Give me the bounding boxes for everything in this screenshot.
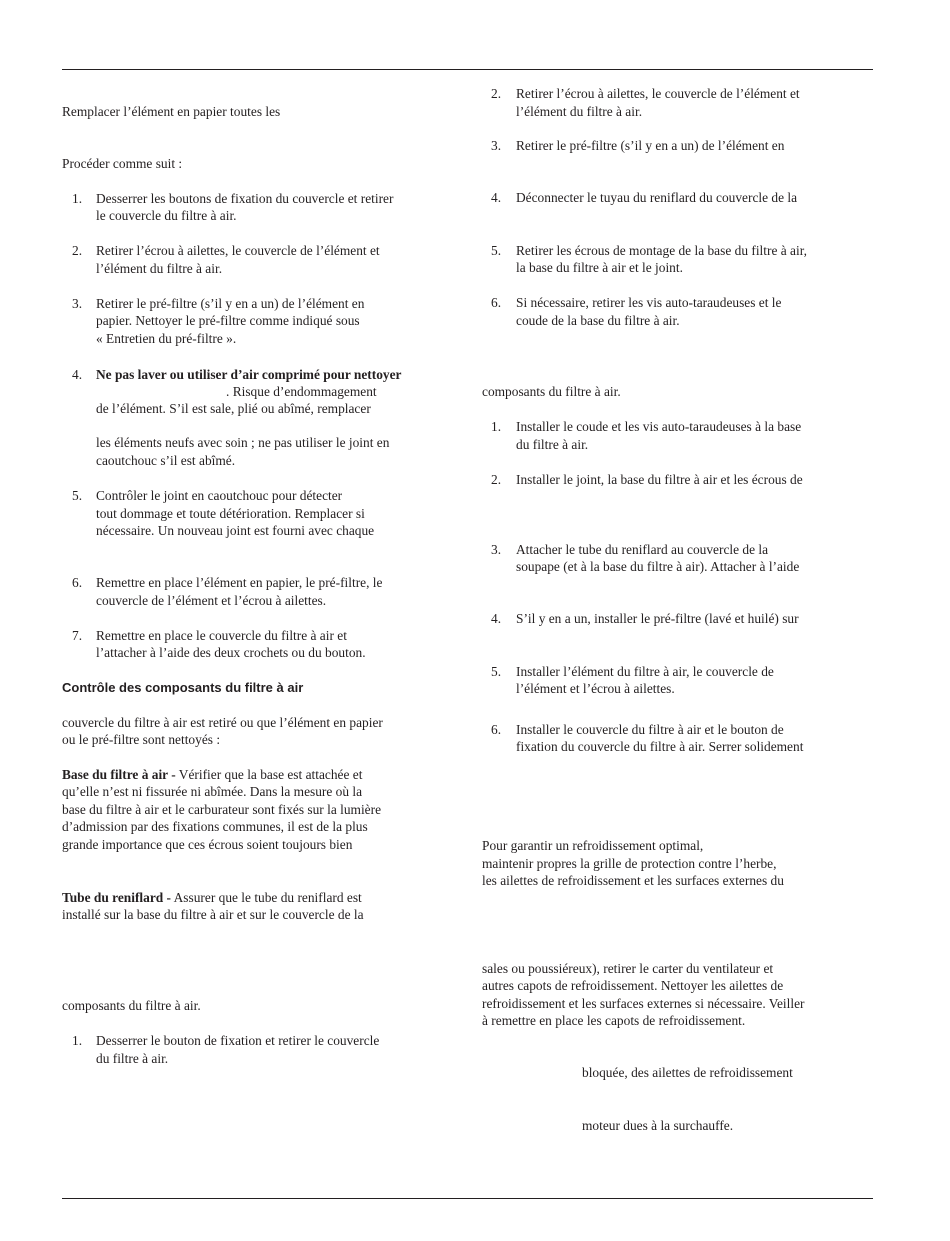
bottom-rule (62, 1198, 873, 1199)
step-text: Installer l’élément du filtre à air, le couvercle de (516, 664, 774, 679)
step-text: du filtre à air. (516, 437, 589, 452)
tube-label: Tube du reniflard - (62, 890, 172, 905)
step-text: Déconnecter le tuyau du reniflard du couvercle de la (516, 190, 798, 205)
step-text: papier. Nettoyer le pré-filtre comme indiqué sous (96, 313, 360, 328)
cooling-text: les ailettes de refroidissement et les surfaces externes du (482, 873, 784, 888)
tube-text: Assurer que le tube du reniflard est (171, 890, 362, 905)
step-text: Retirer l’écrou à ailettes, le couvercle de l’élément et (516, 86, 800, 101)
base-text: d’admission par des fixations communes, il est de la plus (62, 819, 368, 834)
step-number: 2. (491, 472, 502, 487)
step-text: le couvercle du filtre à air. (96, 208, 237, 223)
step-number: 2. (72, 243, 83, 258)
step-number: 3. (491, 138, 502, 153)
base-text: base du filtre à air et le carburateur sont fixés sur la lumière (62, 802, 382, 817)
intro-text: Remplacer l’élément en papier toutes les (62, 104, 281, 119)
step-text: Contrôler le joint en caoutchouc pour détecter (96, 488, 343, 503)
step-text: Installer le joint, la base du filtre à air et les écrous de (516, 472, 803, 487)
step-number: 4. (491, 611, 502, 626)
step-text: Si nécessaire, retirer les vis auto-taraudeuses et le (516, 295, 782, 310)
step-text: Installer le couvercle du filtre à air et le bouton de (516, 722, 784, 737)
step-text: Remettre en place l’élément en papier, le pré-filtre, le (96, 575, 383, 590)
step-number: 5. (491, 664, 502, 679)
step-text: Installer le coude et les vis auto-taraudeuses à la base (516, 419, 802, 434)
step-number: 4. (72, 367, 83, 382)
dusty-text: refroidissement et les surfaces externes si nécessaire. Veiller (482, 996, 805, 1011)
section-heading: Contrôle des composants du filtre à air (62, 680, 304, 695)
step-number: 6. (491, 722, 502, 737)
step-text: couvercle de l’élément et l’écrou à ailettes. (96, 593, 327, 608)
step-text: l’élément et l’écrou à ailettes. (516, 681, 675, 696)
base-text: Vérifier que la base est attachée et (175, 767, 363, 782)
step-number: 1. (491, 419, 502, 434)
step-text: coude de la base du filtre à air. (516, 313, 680, 328)
step-number: 6. (491, 295, 502, 310)
tube-text: installé sur la base du filtre à air et sur le couvercle de la (62, 907, 364, 922)
step-text: soupape (et à la base du filtre à air). Attacher à l’aide (516, 559, 800, 574)
top-rule (62, 69, 873, 70)
step-text: caoutchouc s’il est abîmé. (96, 453, 236, 468)
step-text: du filtre à air. (96, 1051, 169, 1066)
step-number: 7. (72, 628, 83, 643)
check-text: ou le pré-filtre sont nettoyés : (62, 732, 221, 747)
base-label: Base du filtre à air - (62, 767, 176, 782)
base-paragraph (62, 766, 362, 784)
check-text: couvercle du filtre à air est retiré ou que l’élément en papier (62, 715, 383, 730)
cooling-text: maintenir propres la grille de protection contre l’herbe, (482, 856, 777, 871)
step-number: 2. (491, 86, 502, 101)
step-text: Retirer le pré-filtre (s’il y en a un) de l’élément en (516, 138, 785, 153)
step-text: tout dommage et toute détérioration. Remplacer si (96, 506, 365, 521)
step-number: 3. (72, 296, 83, 311)
step-text: nécessaire. Un nouveau joint est fourni avec chaque (96, 523, 375, 538)
step-text: Retirer le pré-filtre (s’il y en a un) de l’élément en (96, 296, 365, 311)
warning-text: bloquée, des ailettes de refroidissement (582, 1065, 793, 1080)
dusty-text: autres capots de refroidissement. Nettoyer les ailettes de (482, 978, 784, 993)
step-text: « Entretien du pré-filtre ». (96, 331, 237, 346)
base-text: grande importance que ces écrous soient toujours bien (62, 837, 353, 852)
components-text: composants du filtre à air. (62, 998, 201, 1013)
dusty-text: à remettre en place les capots de refroidissement. (482, 1013, 746, 1028)
step-number: 5. (72, 488, 83, 503)
components-text: composants du filtre à air. (482, 384, 621, 399)
step-text: l’élément du filtre à air. (516, 104, 643, 119)
base-text: qu’elle n’est ni fissurée ni abîmée. Dans la mesure où la (62, 784, 363, 799)
step-text: . Risque d’endommagement (226, 384, 377, 399)
warning-text: moteur dues à la surchauffe. (582, 1118, 734, 1133)
step-number: 3. (491, 542, 502, 557)
step-text: S’il y en a un, installer le pré-filtre (lavé et huilé) sur (516, 611, 799, 626)
step-warning-bold: Ne pas laver ou utiliser d’air comprimé pour nettoyer (96, 367, 402, 382)
step-number: 1. (72, 191, 83, 206)
step-number: 6. (72, 575, 83, 590)
step-text: la base du filtre à air et le joint. (516, 260, 683, 275)
step-text: l’élément du filtre à air. (96, 261, 223, 276)
step-text: Desserrer le bouton de fixation et retirer le couvercle (96, 1033, 380, 1048)
step-text: fixation du couvercle du filtre à air. Serrer solidement (516, 739, 804, 754)
cooling-text: Pour garantir un refroidissement optimal, (482, 838, 704, 853)
step-number: 5. (491, 243, 502, 258)
dusty-text: sales ou poussiéreux), retirer le carter du ventilateur et (482, 961, 774, 976)
tube-paragraph (62, 889, 362, 907)
step-warning (96, 366, 401, 384)
step-text: de l’élément. S’il est sale, plié ou abîmé, remplacer (96, 401, 371, 416)
step-number: 4. (491, 190, 502, 205)
step-text: l’attacher à l’aide des deux crochets ou du bouton. (96, 645, 366, 660)
procedure-text: Procéder comme suit : (62, 156, 183, 171)
step-text: Desserrer les boutons de fixation du couvercle et retirer (96, 191, 394, 206)
step-text: Retirer l’écrou à ailettes, le couvercle de l’élément et (96, 243, 380, 258)
step-text: les éléments neufs avec soin ; ne pas utiliser le joint en (96, 435, 390, 450)
step-text: Attacher le tube du reniflard au couvercle de la (516, 542, 769, 557)
step-number: 1. (72, 1033, 83, 1048)
step-text: Remettre en place le couvercle du filtre à air et (96, 628, 347, 643)
step-text: Retirer les écrous de montage de la base du filtre à air, (516, 243, 807, 258)
